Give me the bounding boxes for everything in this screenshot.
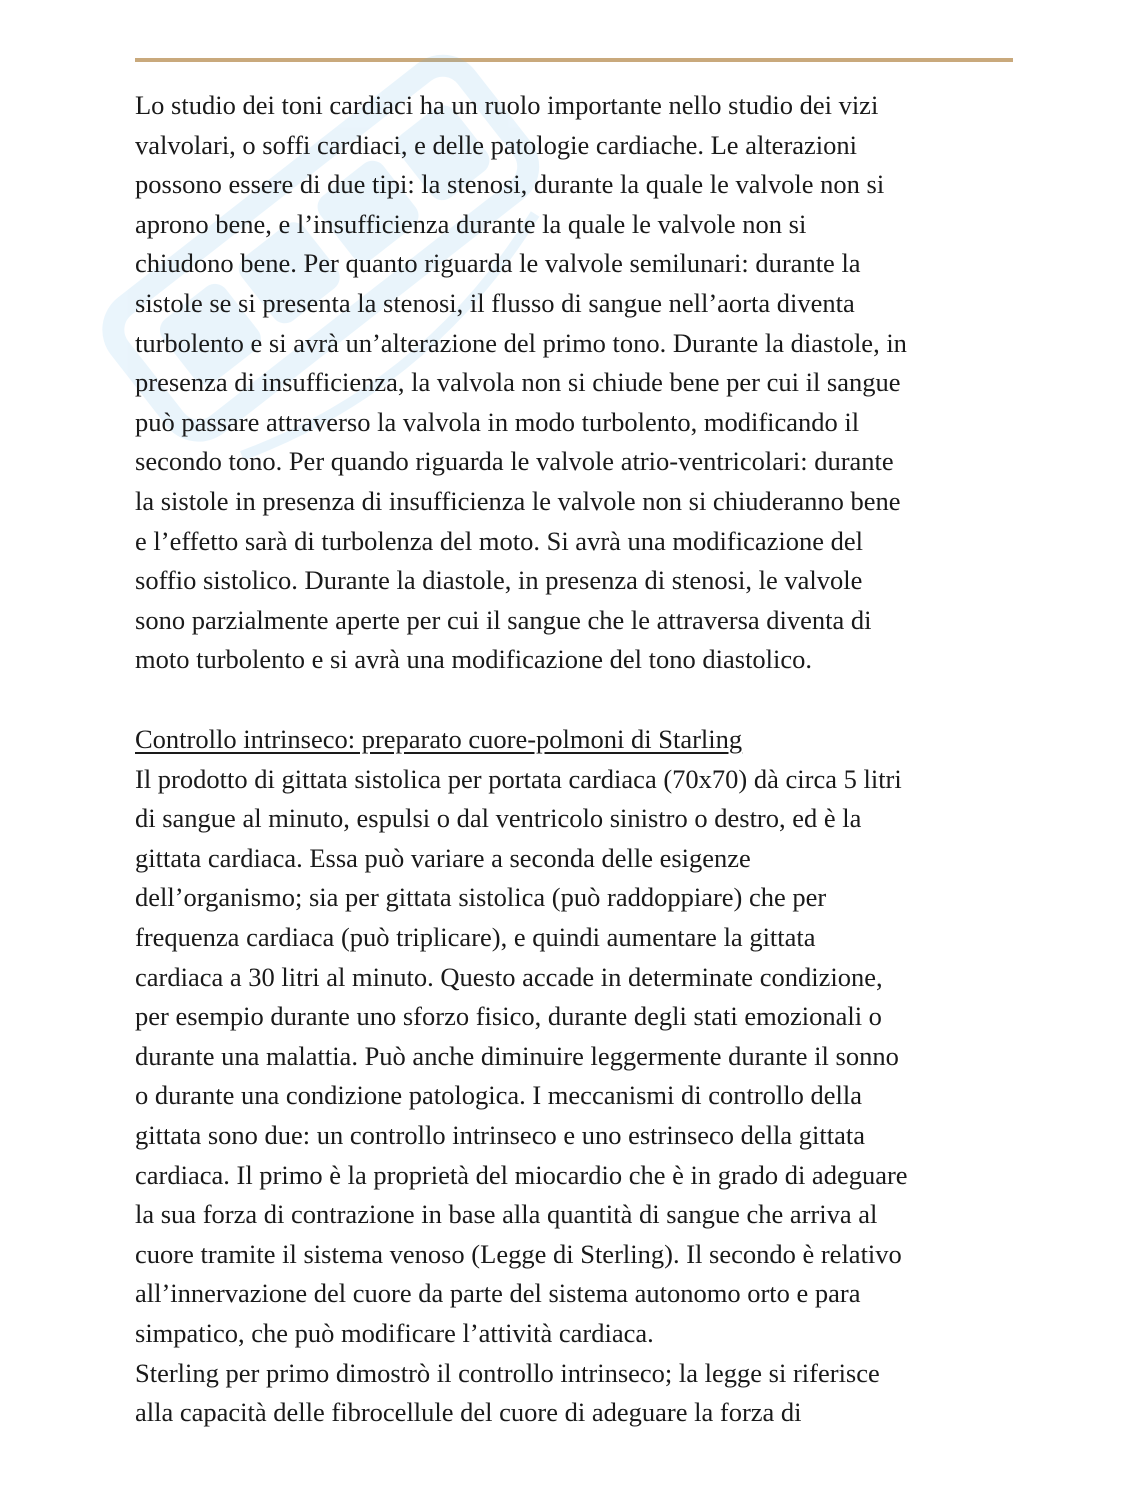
text-line: di sangue al minuto, espulsi o dal ventricolo sinistro o destro, ed è la	[135, 803, 862, 834]
text-line: cardiaca. Il primo è la proprietà del miocardio che è in grado di adeguare	[135, 1159, 908, 1190]
paragraph-valvular-defects	[135, 86, 1015, 680]
text-line: sono parzialmente aperte per cui il sangue che le attraversa diventa di	[135, 604, 872, 635]
text-line: alla capacità delle fibrocellule del cuore di adeguare la forza di	[135, 1397, 802, 1428]
text-line: soffio sistolico. Durante la diastole, in presenza di stenosi, le valvole	[135, 565, 863, 596]
text-line: gittata cardiaca. Essa può variare a seconda delle esigenze	[135, 842, 751, 873]
text-line: secondo tono. Per quando riguarda le valvole atrio-ventricolari: durante	[135, 446, 894, 477]
text-line: chiudono bene. Per quanto riguarda le valvole semilunari: durante la	[135, 248, 861, 279]
text-line: all’innervazione del cuore da parte del sistema autonomo orto e para	[135, 1278, 861, 1309]
text-line: possono essere di due tipi: la stenosi, durante la quale le valvole non si	[135, 169, 885, 200]
text-line: per esempio durante uno sforzo fisico, durante degli stati emozionali o	[135, 1001, 882, 1032]
text-line: simpatico, che può modificare l’attività cardiaca.	[135, 1317, 654, 1348]
text-line: moto turbolento e si avrà una modificazione del tono diastolico.	[135, 644, 813, 675]
text-line: valvolari, o soffi cardiaci, e delle patologie cardiache. Le alterazioni	[135, 129, 858, 160]
text-line: o durante una condizione patologica. I meccanismi di controllo della	[135, 1080, 863, 1111]
text-line: la sistole in presenza di insufficienza le valvole non si chiuderanno bene	[135, 485, 901, 516]
text-line: dell’organismo; sia per gittata sistolica (può raddoppiare) che per	[135, 882, 827, 913]
text-line: aprono bene, e l’insufficienza durante la quale le valvole non si	[135, 208, 807, 239]
text-line: Sterling per primo dimostrò il controllo intrinseco; la legge si riferisce	[135, 1357, 880, 1388]
text-line: gittata sono due: un controllo intrinseco e uno estrinseco della gittata	[135, 1119, 866, 1150]
text-line: frequenza cardiaca (può triplicare), e quindi aumentare la gittata	[135, 921, 816, 952]
text-line: cuore tramite il sistema venoso (Legge di Sterling). Il secondo è relativo	[135, 1238, 902, 1269]
text-line: sistole se si presenta la stenosi, il flusso di sangue nell’aorta diventa	[135, 287, 855, 318]
text-line: Il prodotto di gittata sistolica per portata cardiaca (70x70) dà circa 5 litri	[135, 763, 902, 794]
text-line: turbolento e si avrà un’alterazione del primo tono. Durante la diastole, in	[135, 327, 907, 358]
text-line: la sua forza di contrazione in base alla quantità di sangue che arriva al	[135, 1199, 878, 1230]
section-heading: Controllo intrinseco: preparato cuore-polmoni di Starling	[135, 724, 743, 754]
text-line: e l’effetto sarà di turbolenza del moto. Si avrà una modificazione del	[135, 525, 863, 556]
text-line: durante una malattia. Può anche diminuire leggermente durante il sonno	[135, 1040, 899, 1071]
text-line: può passare attraverso la valvola in modo turbolento, modificando il	[135, 406, 860, 437]
section-intrinsic-control	[135, 720, 1015, 1433]
text-line: cardiaca a 30 litri al minuto. Questo accade in determinate condizione,	[135, 961, 883, 992]
text-line: Lo studio dei toni cardiaci ha un ruolo importante nello studio dei vizi	[135, 90, 879, 120]
text-line: presenza di insufficienza, la valvola non si chiude bene per cui il sangue	[135, 367, 901, 398]
header-divider	[135, 58, 1013, 62]
